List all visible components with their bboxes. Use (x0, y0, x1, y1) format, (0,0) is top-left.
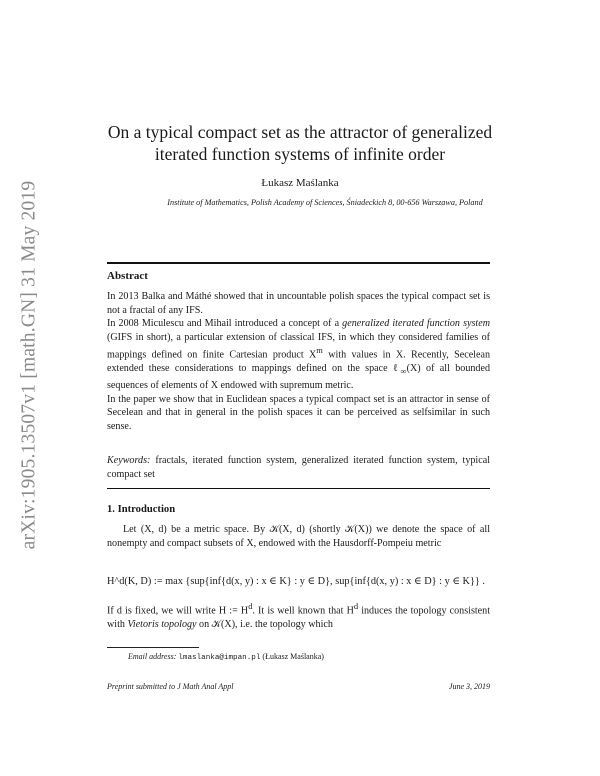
email-owner: (Łukasz Maślanka) (262, 652, 324, 661)
keywords (107, 454, 490, 481)
arxiv-identifier-text: arXiv:1905.13507v1 [math.GN] 31 May 2019 (18, 180, 40, 550)
abstract-bottom-rule (107, 488, 490, 489)
hausdorff-metric-formula: H^d(K, D) := max {sup{inf{d(x, y) : x ∈ K} : y ∈ D}, sup{inf{d(x, y) : x ∈ D} : y ∈ K}} . (107, 576, 485, 587)
introduction-paragraph-2: If d is fixed, we will write H := $H^d$. It is well known that $H^d$ induces the topology consistent with Vietoris topology on 𝒦(X), i.e. the topology which (107, 602, 491, 631)
introduction-paragraph-1: Let (X, d) be a metric space. By 𝒦(X, d) (shortly 𝒦(X)) we denote the space of all nonempty and compact subsets of X, endowed with the Hausdorff-Pompeiu metric (107, 524, 490, 549)
author-affiliation: Institute of Mathematics, Polish Academy of Sciences, Śniadeckich 8, 00-656 Warszawa, Poland (167, 198, 483, 207)
preprint-date: June 3, 2019 (448, 682, 490, 691)
abstract-heading: Abstract (107, 270, 148, 282)
footnote (128, 652, 324, 662)
abstract-body (107, 290, 490, 433)
author-name: Łukasz Maślanka (261, 177, 339, 189)
abstract-top-rule (107, 262, 490, 264)
abstract-paragraph-3: In the paper we show that in Euclidean spaces a typical compact set is an attractor in sense of Secelean and that in general in the polish spaces it can be perceived as selfsimilar in such sense. (107, 393, 490, 432)
email-address[interactable]: lmaslanka@impan.pl (178, 654, 261, 662)
abstract-paragraph-1: In 2013 Balka and Máthé showed that in uncountable polish spaces the typical compact set is not a fractal of any IFS. (107, 291, 490, 316)
gifs-term: generalized iterated function system (342, 318, 490, 330)
paper-title: On a typical compact set as the attractor of generalized iterated function systems of infinite order (107, 122, 493, 164)
email-label: Email address: (128, 652, 177, 661)
footnote-rule (107, 647, 199, 648)
preprint-notice: Preprint submitted to J Math Anal Appl (107, 682, 234, 691)
keywords-text: fractals, iterated function system, generalized iterated function system, typical compact set (107, 455, 491, 480)
abstract-paragraph-2: In 2008 Miculescu and Mihail introduced a concept of a generalized iterated function system (GIFS in short), a particular extension of classical IFS, in which they considered families of mappings defined on finite Cartesian product $X^m$ with values in X. Recently, Secelean extended these considerations to mappings defined on the space ℓ$_\infty$(X) of all bounded sequences of elements of X endowed with supremum metric. (107, 318, 491, 391)
keywords-label: Keywords: (107, 455, 151, 466)
vietoris-term: Vietoris topology (127, 619, 197, 631)
section-heading-introduction: 1. Introduction (107, 504, 176, 515)
arxiv-identifier (17, 160, 41, 570)
